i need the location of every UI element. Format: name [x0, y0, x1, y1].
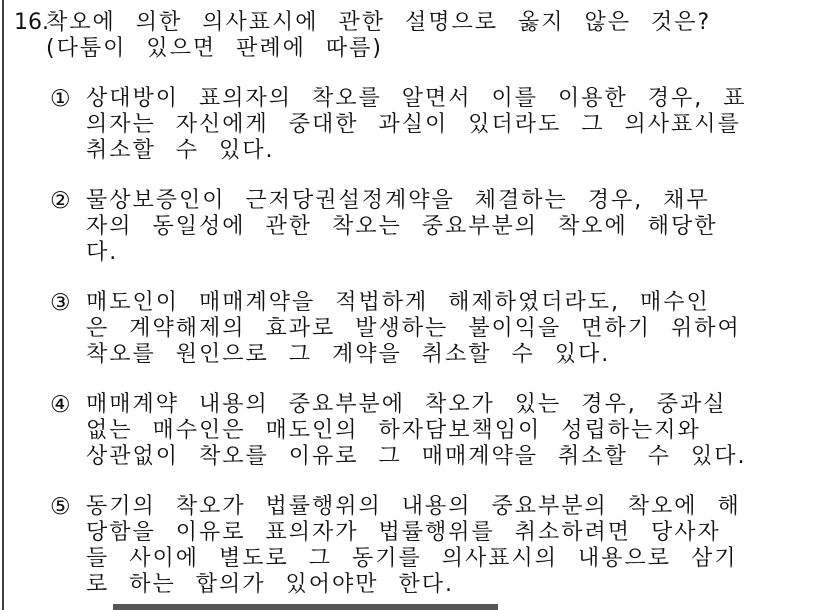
option-line: 상대방이 표의자의 착오를 알면서 이를 이용한 경우, 표 [86, 86, 747, 111]
question-number: 16. [14, 10, 49, 35]
option-2-marker: ② [50, 188, 71, 214]
option-line: 자의 동일성에 관한 착오는 중요부분의 착오에 해당한 [86, 214, 718, 239]
option-1-marker: ① [50, 86, 71, 112]
option-line: 들 사이에 별도로 그 동기를 의사표시의 내용으로 삼기 [86, 546, 738, 571]
option-line: 매도인이 매매계약을 적법하게 해제하였더라도, 매수인 [86, 290, 710, 315]
question-block [14, 10, 711, 62]
option-line: 다. [86, 240, 119, 265]
question-text-line-1: 착오에 의한 의사표시에 관한 설명으로 옳지 않은 것은? [46, 10, 712, 35]
option-line: 물상보증인이 근저당권설정계약을 체결하는 경우, 채무 [86, 188, 710, 213]
answer-option-4 [50, 392, 747, 470]
page-left-border [2, 0, 4, 610]
option-4-marker: ④ [50, 392, 71, 418]
option-line: 취소할 수 있다. [86, 138, 275, 163]
option-line: 매매계약 내용의 중요부분에 착오가 있는 경우, 중과실 [86, 392, 727, 417]
answer-option-2 [50, 188, 718, 266]
answer-option-1 [50, 86, 747, 164]
option-5-marker: ⑤ [50, 494, 71, 520]
option-3-marker: ③ [50, 290, 71, 316]
answer-option-5 [50, 494, 741, 598]
option-line: 동기의 착오가 법률행위의 내용의 중요부분의 착오에 해 [86, 494, 741, 519]
option-line: 착오를 원인으로 그 계약을 취소할 수 있다. [86, 342, 611, 367]
option-line: 상관없이 착오를 이유로 그 매매계약을 취소할 수 있다. [86, 444, 747, 469]
option-line: 없는 매수인은 매도인의 하자담보책임이 성립하는지와 [86, 418, 701, 443]
option-line: 은 계약해제의 효과로 발생하는 불이익을 면하기 위하여 [86, 316, 741, 341]
option-line: 로 하는 합의가 있어야만 한다. [86, 572, 454, 597]
option-line: 의자는 자신에게 중대한 과실이 있더라도 그 의사표시를 [86, 112, 741, 137]
cutoff-next-line-bar [113, 604, 498, 610]
question-text-line-2: (다툼이 있으면 판례에 따름) [46, 36, 383, 61]
option-line: 당함을 이유로 표의자가 법률행위를 취소하려면 당사자 [86, 520, 721, 545]
answer-option-3 [50, 290, 741, 368]
